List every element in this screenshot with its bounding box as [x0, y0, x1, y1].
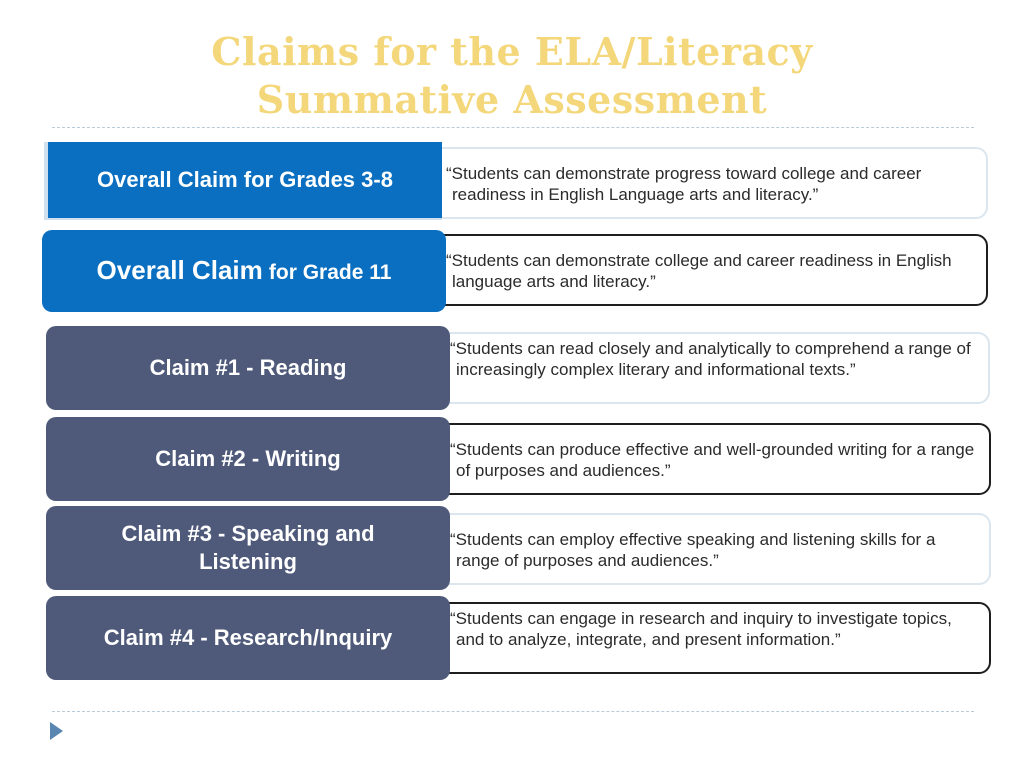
claim-description: “Students can employ effective speaking and listening skills for a range of purposes and audiences.”: [450, 530, 936, 570]
claim-title: Overall Claim for Grades 3-8: [97, 167, 393, 192]
claim-title-main: Overall Claim: [96, 254, 263, 285]
top-divider: [52, 127, 974, 128]
claim-text-reading: [434, 332, 990, 404]
claim-label-overall-3-8: [44, 142, 442, 220]
claim-title: [97, 256, 392, 287]
claim-description: “Students can demonstrate college and career readiness in English language arts and literacy.”: [446, 251, 952, 291]
claim-label-research-inquiry: [46, 596, 450, 680]
claim-text-overall-11: [430, 234, 988, 306]
claim-label-speaking-listening: [46, 506, 450, 590]
claim-label-overall-11: [42, 230, 446, 312]
claim-description: “Students can demonstrate progress toward college and career readiness in English Language arts and literacy.”: [446, 164, 922, 204]
claim-description: “Students can produce effective and well-grounded writing for a range of purposes and audiences.”: [450, 440, 975, 480]
claim-title-suffix: for Grade 11: [268, 260, 392, 284]
bottom-divider: [52, 711, 974, 712]
slide-title-line2: Summative Assessment: [256, 77, 768, 122]
claim-title: Claim #1 - Reading: [149, 355, 347, 380]
claim-title: Claim #3 - Speaking and Listening: [121, 521, 375, 574]
claim-description: “Students can read closely and analytically to comprehend a range of increasingly complex literary and informational texts.”: [450, 339, 971, 379]
claim-label-writing: [46, 417, 450, 501]
claim-text-speaking-listening: [434, 513, 991, 585]
claim-title: Claim #2 - Writing: [155, 446, 341, 471]
claim-text-writing: [434, 423, 991, 495]
slide-title-line1: Claims for the ELA/Literacy: [211, 29, 813, 74]
claim-label-reading: [46, 326, 450, 410]
slide-title: [0, 28, 1024, 124]
claim-description: “Students can engage in research and inquiry to investigate topics, and to analyze, integrate, and present information.”: [450, 609, 952, 649]
claim-text-overall-3-8: [430, 147, 988, 219]
play-arrow-icon[interactable]: [50, 722, 63, 740]
claim-title: Claim #4 - Research/Inquiry: [103, 625, 393, 650]
claim-text-research-inquiry: [434, 602, 991, 674]
